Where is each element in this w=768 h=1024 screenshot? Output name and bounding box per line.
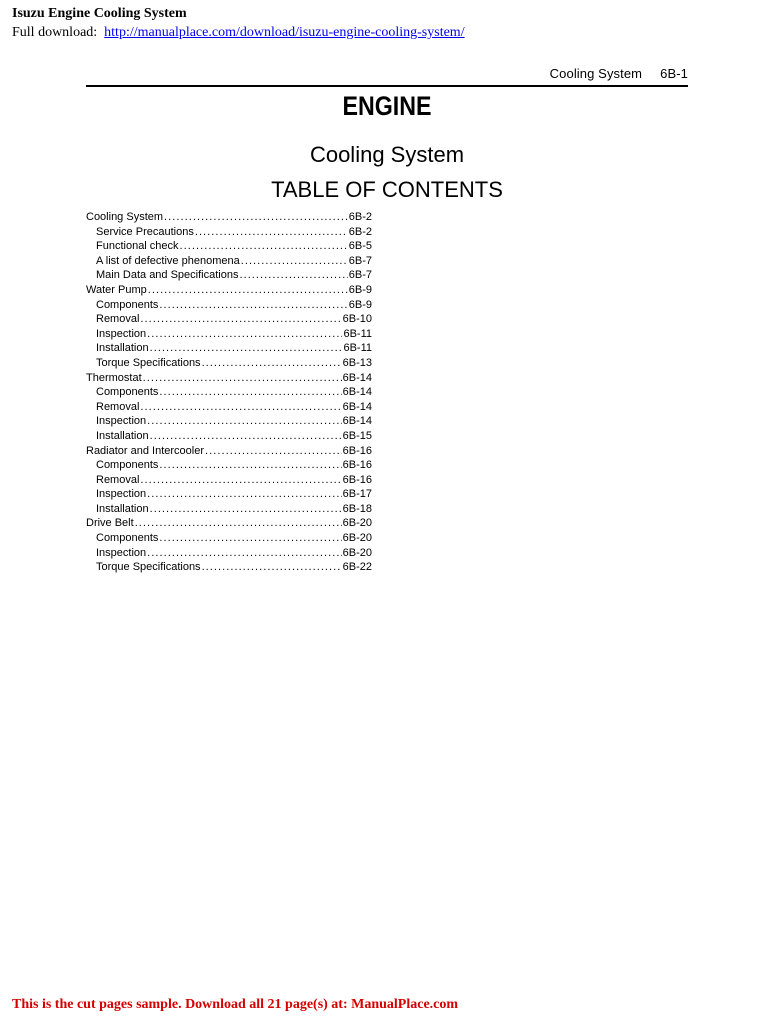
toc-entry[interactable] [86, 516, 372, 531]
toc-entry[interactable] [86, 283, 372, 298]
toc-entry-page: 6B-5 [348, 240, 372, 253]
toc-entry-label: Thermostat [86, 371, 142, 384]
toc-leader-dots [134, 516, 342, 531]
toc-entry[interactable] [86, 473, 372, 488]
download-link[interactable]: http://manualplace.com/download/isuzu-engine-cooling-system/ [104, 25, 465, 40]
toc-entry-page: 6B-15 [342, 429, 372, 442]
toc-leader-dots [238, 268, 347, 283]
toc-leader-dots [142, 371, 342, 386]
toc-entry-label: Cooling System [86, 211, 164, 223]
toc-entry[interactable] [86, 268, 372, 283]
toc-entry-page: 6B-9 [348, 283, 372, 296]
toc-leader-dots [149, 429, 342, 444]
toc-entry[interactable] [86, 458, 372, 473]
toc-entry-page: 6B-10 [342, 313, 372, 326]
toc-entry-label: Removal [96, 473, 140, 486]
toc-leader-dots [149, 502, 342, 517]
toc-entry[interactable] [86, 414, 372, 429]
toc-entry-label: Service Precautions [96, 225, 194, 238]
toc-heading: TABLE OF CONTENTS [271, 177, 503, 202]
toc-leader-dots [158, 385, 341, 400]
toc-leader-dots [147, 283, 348, 298]
toc-entry[interactable] [86, 444, 372, 459]
toc-leader-dots [201, 356, 342, 371]
toc-leader-dots [158, 298, 347, 313]
toc-entry-page: 6B-22 [342, 561, 372, 574]
toc-entry-label: Drive Belt [86, 517, 134, 530]
toc-leader-dots [146, 327, 342, 342]
toc-entry[interactable] [86, 327, 372, 342]
toc-entry-label: Components [96, 532, 159, 545]
toc-entry-page: 6B-17 [342, 488, 372, 501]
toc-leader-dots [149, 341, 343, 356]
toc-entry-label: Inspection [96, 327, 147, 340]
toc-entry-page: 6B-14 [342, 386, 372, 399]
toc-entry[interactable] [86, 239, 372, 254]
toc-leader-dots [139, 400, 341, 415]
toc-entry-page: 6B-11 [343, 342, 372, 355]
toc-leader-dots [194, 225, 348, 240]
toc-entry-label: Main Data and Specifications [96, 269, 239, 282]
toc-entry-label: Functional check [96, 240, 179, 253]
toc-entry-page: 6B-16 [342, 444, 372, 457]
toc-leader-dots [146, 546, 341, 561]
toc-entry-label: Removal [96, 313, 140, 326]
toc-leader-dots [158, 531, 341, 546]
toc-entry-page: 6B-13 [342, 356, 372, 369]
toc-entry[interactable] [86, 254, 372, 269]
toc-leader-dots [146, 487, 341, 502]
toc-leader-dots [179, 239, 348, 254]
header-rule [86, 85, 688, 87]
toc-entry-label: Components [96, 459, 159, 472]
toc-entry-page: 6B-16 [342, 459, 372, 472]
toc-leader-dots [201, 560, 342, 575]
toc-entry[interactable] [86, 298, 372, 313]
table-of-contents [86, 210, 372, 575]
document-source-title: Isuzu Engine Cooling System [12, 6, 187, 21]
toc-leader-dots [163, 210, 348, 225]
toc-entry-label: Components [96, 386, 159, 399]
toc-entry[interactable] [86, 546, 372, 561]
toc-entry-page: 6B-14 [342, 400, 372, 413]
toc-entry[interactable] [86, 502, 372, 517]
toc-entry-label: Torque Specifications [96, 561, 201, 574]
toc-entry-label: Components [96, 298, 159, 311]
toc-entry-label: Removal [96, 400, 140, 413]
toc-entry[interactable] [86, 487, 372, 502]
toc-entry-label: A list of defective phenomena [96, 254, 240, 267]
toc-leader-dots [158, 458, 341, 473]
toc-entry-page: 6B-20 [342, 532, 372, 545]
running-head [550, 66, 688, 81]
toc-entry[interactable] [86, 400, 372, 415]
toc-entry-label: Installation [96, 429, 149, 442]
toc-entry[interactable] [86, 531, 372, 546]
toc-entry-page: 6B-14 [342, 371, 372, 384]
toc-leader-dots [204, 444, 342, 459]
sample-notice: This is the cut pages sample. Download all 21 page(s) at: ManualPlace.com [12, 997, 459, 1012]
toc-entry-page: 6B-14 [342, 415, 372, 428]
toc-leader-dots [139, 312, 341, 327]
document-subtitle: Cooling System [309, 142, 465, 167]
toc-entry-page: 6B-7 [348, 269, 372, 282]
toc-entry-label: Torque Specifications [96, 356, 201, 369]
toc-entry-label: Radiator and Intercooler [86, 444, 205, 457]
toc-entry-page: 6B-2 [348, 225, 372, 238]
download-label: Full download: [12, 25, 98, 40]
toc-entry-label: Inspection [96, 546, 147, 559]
toc-entry-label: Water Pump [86, 283, 147, 296]
toc-entry[interactable] [86, 560, 372, 575]
toc-entry-label: Installation [96, 342, 149, 355]
toc-leader-dots [139, 473, 341, 488]
running-head-section: Cooling System [549, 66, 643, 81]
toc-entry[interactable] [86, 225, 372, 240]
toc-entry[interactable] [86, 385, 372, 400]
toc-entry[interactable] [86, 312, 372, 327]
toc-entry-page: 6B-2 [348, 211, 372, 223]
toc-entry-label: Inspection [96, 415, 147, 428]
toc-entry-page: 6B-11 [343, 327, 372, 340]
toc-entry[interactable] [86, 429, 372, 444]
toc-entry[interactable] [86, 371, 372, 386]
document-title: ENGINE [342, 91, 432, 121]
toc-leader-dots [146, 414, 341, 429]
toc-entry-label: Inspection [96, 488, 147, 501]
download-line [12, 25, 465, 41]
toc-entry-page: 6B-20 [342, 517, 372, 530]
toc-entry[interactable] [86, 341, 372, 356]
toc-entry[interactable] [86, 210, 372, 225]
running-head-page: 6B-1 [660, 66, 688, 81]
toc-entry-page: 6B-18 [342, 502, 372, 515]
toc-entry-page: 6B-9 [348, 298, 372, 311]
toc-entry[interactable] [86, 356, 372, 371]
toc-entry-page: 6B-20 [342, 546, 372, 559]
toc-entry-page: 6B-7 [348, 254, 372, 267]
toc-entry-page: 6B-16 [342, 473, 372, 486]
toc-entry-label: Installation [96, 502, 149, 515]
toc-leader-dots [240, 254, 348, 269]
